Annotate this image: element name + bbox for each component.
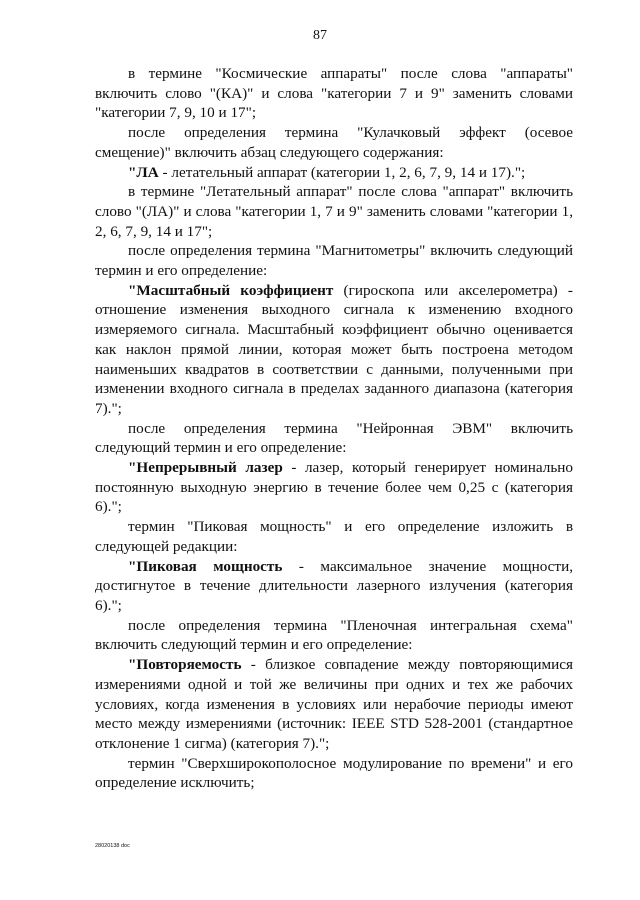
paragraph: после определения термина "Пленочная интегральная схема" включить следующий термин и его определение: xyxy=(95,616,573,654)
defined-term: "Пиковая мощность xyxy=(128,557,283,575)
defined-term: "ЛА xyxy=(128,163,159,181)
definition-paragraph: "Масштабный коэффициент (гироскопа или акселерометра) - отношение изменения выходного сигнала к изменению входного измеряемого сигнала. Масштабный коэффициент обычно оценивается как наклон прямой линии, которая может быть построена методом наименьших квадратов в соответствии с данными, полученными при изменении входного сигнала в пределах заданного диапазона (категория 7)."; xyxy=(95,281,573,417)
paragraph: термин "Пиковая мощность" и его определение изложить в следующей редакции: xyxy=(95,518,573,555)
defined-term: "Повторяемость xyxy=(128,656,242,674)
paragraph: в термине "Летательный аппарат" после слова "аппарат" включить слово "(ЛА)" и слова "категории 1, 7 и 9" заменить словами "категории 1, 2, 6, 7, 9, 14 и 17"; xyxy=(95,183,573,240)
paragraph: термин "Сверхширокополосное модулирование по времени" и его определение исключить; xyxy=(95,754,573,792)
paragraph: после определения термина "Кулачковый эффект (осевое смещение)" включить абзац следующего содержания: xyxy=(95,124,573,161)
paragraph: после определения термина "Нейронная ЭВМ" включить следующий термин и его определение: xyxy=(95,419,573,457)
document-body xyxy=(95,64,573,793)
paragraph: после определения термина "Магнитометры" включить следующий термин и его определение: xyxy=(95,242,573,280)
page-number: 87 xyxy=(313,28,327,43)
paragraph: в термине "Космические аппараты" после слова "аппараты" включить слово "(КА)" и слова "категории 7 и 9" заменить словами "категории 7, 9, 10 и 17"; xyxy=(95,65,573,122)
defined-term: "Масштабный коэффициент xyxy=(128,281,334,299)
definition-paragraph: "Пиковая мощность - максимальное значение мощности, достигнутое в течение длительности лазерного излучения (категория 6)."; xyxy=(95,557,573,614)
definition-paragraph: "Непрерывный лазер - лазер, который генерирует номинально постоянную выходную энергию в течение более чем 0,25 с (категория 6)."; xyxy=(95,459,573,516)
defined-term: "Непрерывный лазер xyxy=(128,459,283,477)
definition-paragraph: "Повторяемость - близкое совпадение между повторяющимися измерениями одной и той же величины при одних и тех же рабочих условиях, когда изменения в условиях или нерабочие периоды имеют место между измерениями (источник: IEEE STD 528-2001 (стандартное отклонение 1 сигма) (категория 7)."; xyxy=(95,656,573,752)
footer-file-id: 28020138 doc xyxy=(95,843,130,849)
definition-paragraph: "ЛА - летательный аппарат (категории 1, 2, 6, 7, 9, 14 и 17)."; xyxy=(128,163,526,181)
